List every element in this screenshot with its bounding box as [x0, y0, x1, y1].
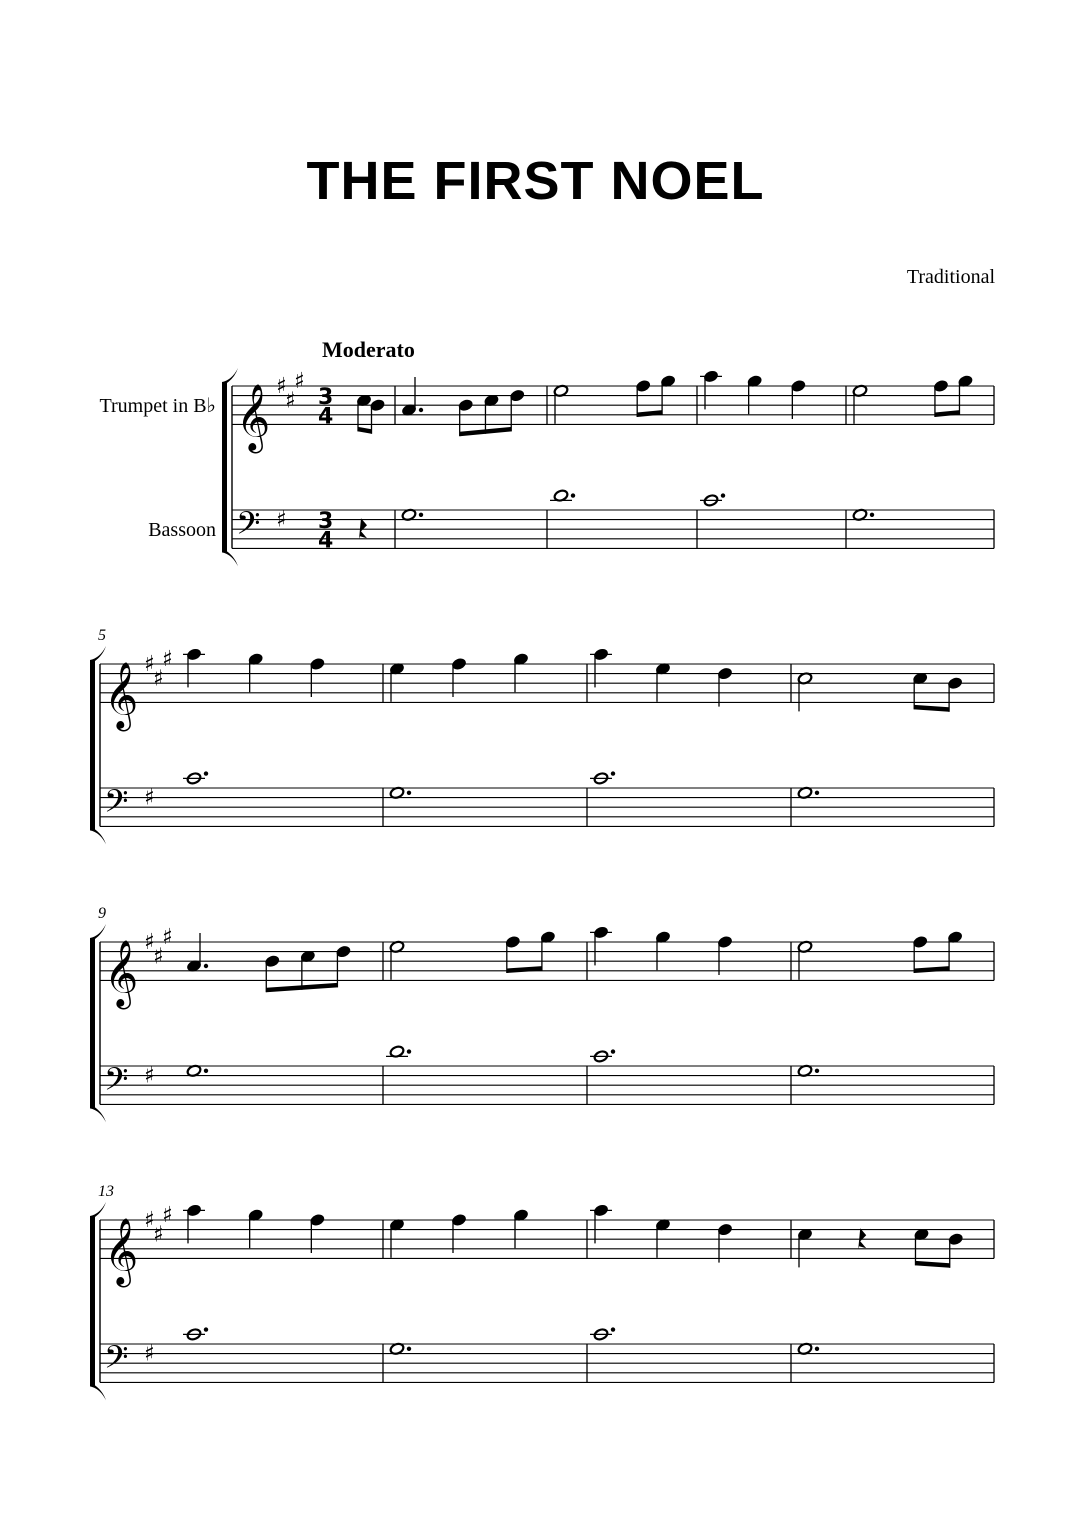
system-1-treble-time-sig-top: 3 [318, 385, 334, 411]
system-4-treble-sharp-icon: ♯ [162, 1203, 173, 1229]
system-4-treble-sharp-icon: ♯ [153, 1222, 164, 1248]
system-4-bracket-bottom [90, 1382, 106, 1400]
system-1-bass-clef-icon: 𝄢 [236, 504, 261, 549]
system-3-m3-bassoon-dot [611, 1049, 615, 1053]
system-4-m2-bassoon-dot [407, 1347, 411, 1351]
system-3-treble-sharp-icon: ♯ [153, 944, 164, 970]
system-1-m3-bassoon-dot [571, 493, 575, 497]
page-title: THE FIRST NOEL [306, 151, 765, 211]
system-2-m1-bassoon-dot [204, 771, 208, 775]
system-3-bracket [90, 938, 95, 1108]
system-3-measure-number: 9 [98, 905, 106, 922]
system-4-treble-sharp-icon: ♯ [144, 1208, 155, 1233]
system-1-m3-trumpet-beam [637, 410, 662, 417]
system-3-m2-trumpet-beam [507, 966, 542, 973]
system-2-m3-bassoon-dot [611, 771, 615, 775]
system-2-m4-bassoon-dot [815, 791, 819, 795]
system-1-bracket-bottom [222, 548, 238, 566]
system-3-bracket-bottom [90, 1104, 106, 1122]
system-1-bass-sharp-icon: ♯ [276, 507, 287, 533]
system-1-m2-trumpet-dot [419, 408, 423, 412]
system-2-bass-sharp-icon: ♯ [144, 785, 155, 811]
system-3-m1-bassoon-dot [204, 1069, 208, 1073]
system-2-bracket-bottom [90, 826, 106, 844]
composer-credit: Traditional [906, 266, 995, 288]
system-1-treble-clef-icon: 𝄞 [236, 382, 271, 451]
system-1-bracket [222, 382, 227, 552]
system-2-treble-sharp-icon: ♯ [144, 652, 155, 677]
system-4-m4-bassoon-dot [815, 1347, 819, 1351]
system-3-treble-sharp-icon: ♯ [144, 930, 155, 955]
system-2-bracket [90, 660, 95, 830]
system-4-bracket [90, 1216, 95, 1386]
system-4-bass-sharp-icon: ♯ [144, 1341, 155, 1367]
system-4-measure-number: 13 [98, 1183, 114, 1200]
system-1-treble-sharp-icon: ♯ [285, 388, 296, 414]
system-1-m2-bassoon-dot [419, 513, 423, 517]
system-3-treble-clef-icon: 𝄞 [104, 938, 139, 1007]
system-1-m4-bassoon-dot [721, 493, 725, 497]
system-1-m5-bassoon-dot [870, 513, 874, 517]
system-3-m4-bassoon-dot [815, 1069, 819, 1073]
system-2-treble-sharp-icon: ♯ [153, 666, 164, 692]
system-3-bass-clef-icon: 𝄢 [104, 1060, 129, 1105]
system-4-m3-bassoon-dot [611, 1327, 615, 1331]
system-1-bass-time-sig-bottom: 4 [318, 528, 334, 554]
system-4-bass-clef-icon: 𝄢 [104, 1338, 129, 1383]
instrument-label-trumpet: Trumpet in B♭ [99, 395, 216, 418]
system-2-m2-bassoon-dot [407, 791, 411, 795]
system-2-treble-clef-icon: 𝄞 [104, 660, 139, 729]
system-2-bass-clef-icon: 𝄢 [104, 782, 129, 827]
system-2-measure-number: 5 [98, 627, 106, 644]
system-4-treble-clef-icon: 𝄞 [104, 1216, 139, 1285]
system-2-treble-sharp-icon: ♯ [162, 647, 173, 673]
system-3-bass-sharp-icon: ♯ [144, 1063, 155, 1089]
system-1-treble-sharp-icon: ♯ [276, 374, 287, 399]
system-4-m4-trumpet-beam [915, 1261, 949, 1268]
instrument-label-bassoon: Bassoon [148, 519, 216, 542]
system-3-treble-sharp-icon: ♯ [162, 925, 173, 951]
system-1-m5-trumpet-beam [935, 410, 960, 417]
system-1-treble-sharp-icon: ♯ [294, 369, 305, 395]
system-1-treble-time-sig-bottom: 4 [318, 404, 334, 430]
system-4-m1-bassoon-dot [204, 1327, 208, 1331]
tempo-marking: Moderato [322, 337, 415, 362]
system-1-m1-trumpet-beam [358, 427, 372, 434]
system-1-bass-time-sig-top: 3 [318, 509, 334, 535]
system-3-m2-bassoon-dot [407, 1049, 411, 1053]
system-3-m1-trumpet-dot [204, 964, 208, 968]
system-3-m4-trumpet-beam [914, 966, 949, 973]
system-2-m4-trumpet-beam [914, 705, 949, 712]
